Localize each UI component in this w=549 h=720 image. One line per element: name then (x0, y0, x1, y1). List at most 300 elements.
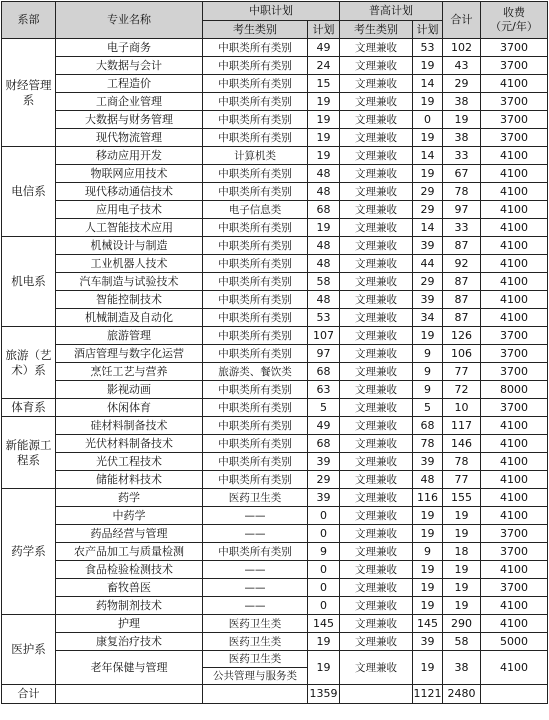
general-count-cell: 9 (413, 345, 443, 363)
totals-vocational: 1359 (308, 685, 340, 704)
vocational-count-cell: 49 (308, 39, 340, 57)
major-cell: 现代物流管理 (56, 129, 203, 147)
general-count-cell: 19 (413, 327, 443, 345)
vocational-count-cell: 29 (308, 471, 340, 489)
fee-cell: 4100 (481, 453, 548, 471)
total-cell: 102 (443, 39, 481, 57)
total-cell: 19 (443, 111, 481, 129)
department-cell: 药学系 (2, 489, 56, 615)
totals-general: 1121 (413, 685, 443, 704)
header-row (2, 2, 548, 21)
vocational-type-cell: 中职类所有类别 (203, 309, 308, 327)
total-cell: 155 (443, 489, 481, 507)
vocational-type-cell: 医药卫生类 (203, 633, 308, 651)
major-cell: 老年保健与管理 (56, 651, 203, 685)
total-cell: 38 (443, 651, 481, 685)
vocational-type-cell: 中职类所有类别 (203, 291, 308, 309)
vocational-count-cell: 68 (308, 435, 340, 453)
total-cell: 126 (443, 327, 481, 345)
major-cell: 机械制造及自动化 (56, 309, 203, 327)
general-count-cell: 19 (413, 597, 443, 615)
vocational-count-cell: 9 (308, 543, 340, 561)
general-type-cell: 文理兼收 (340, 525, 413, 543)
general-type-cell: 文理兼收 (340, 111, 413, 129)
general-type-cell: 文理兼收 (340, 633, 413, 651)
general-count-cell: 34 (413, 309, 443, 327)
general-type-cell: 文理兼收 (340, 543, 413, 561)
total-cell: 87 (443, 291, 481, 309)
header-fee-label: 收费 (503, 6, 525, 19)
table-row (2, 417, 548, 435)
header-general-type: 考生类别 (340, 21, 413, 39)
fee-cell: 4100 (481, 165, 548, 183)
table-row (2, 255, 548, 273)
vocational-type-line1: 医药卫生类 (228, 653, 282, 665)
major-cell: 现代移动通信技术 (56, 183, 203, 201)
table-row (2, 183, 548, 201)
general-type-cell: 文理兼收 (340, 597, 413, 615)
total-cell: 33 (443, 219, 481, 237)
department-cell: 医护系 (2, 615, 56, 685)
general-type-cell: 文理兼收 (340, 39, 413, 57)
general-count-cell: 19 (413, 561, 443, 579)
general-type-cell: 文理兼收 (340, 255, 413, 273)
table-row (2, 129, 548, 147)
major-cell: 烹饪工艺与营养 (56, 363, 203, 381)
general-count-cell: 19 (413, 93, 443, 111)
fee-cell: 4100 (481, 255, 548, 273)
general-type-cell: 文理兼收 (340, 579, 413, 597)
general-count-cell: 39 (413, 633, 443, 651)
table-row (2, 453, 548, 471)
general-type-cell: 文理兼收 (340, 183, 413, 201)
general-count-cell: 19 (413, 525, 443, 543)
major-cell: 农产品加工与质量检测 (56, 543, 203, 561)
general-type-cell: 文理兼收 (340, 291, 413, 309)
total-cell: 87 (443, 237, 481, 255)
vocational-type-cell: 中职类所有类别 (203, 111, 308, 129)
major-cell: 休闲体育 (56, 399, 203, 417)
major-cell: 工程造价 (56, 75, 203, 93)
vocational-count-cell: 49 (308, 417, 340, 435)
major-cell: 机械设计与制造 (56, 237, 203, 255)
table-row (2, 615, 548, 633)
vocational-count-cell: 19 (308, 93, 340, 111)
vocational-count-cell: 19 (308, 147, 340, 165)
major-cell: 药物制剂技术 (56, 597, 203, 615)
general-type-cell: 文理兼收 (340, 651, 413, 685)
vocational-count-cell: 0 (308, 525, 340, 543)
vocational-count-cell: 145 (308, 615, 340, 633)
general-type-cell: 文理兼收 (340, 381, 413, 399)
general-count-cell: 116 (413, 489, 443, 507)
department-cell: 旅游（艺术）系 (2, 327, 56, 399)
vocational-type-cell: 中职类所有类别 (203, 435, 308, 453)
general-count-cell: 9 (413, 543, 443, 561)
general-type-cell: 文理兼收 (340, 219, 413, 237)
fee-cell: 3700 (481, 327, 548, 345)
fee-cell: 4100 (481, 507, 548, 525)
table-row (2, 345, 548, 363)
totals-empty (481, 685, 548, 704)
general-count-cell: 29 (413, 183, 443, 201)
total-cell: 97 (443, 201, 481, 219)
fee-cell: 3700 (481, 345, 548, 363)
major-cell: 硅材料制备技术 (56, 417, 203, 435)
general-count-cell: 5 (413, 399, 443, 417)
vocational-count-cell: 5 (308, 399, 340, 417)
vocational-count-cell: 48 (308, 183, 340, 201)
general-type-cell: 文理兼收 (340, 129, 413, 147)
fee-cell: 8000 (481, 381, 548, 399)
general-count-cell: 19 (413, 165, 443, 183)
table-body (2, 39, 548, 704)
vocational-type-cell: 中职类所有类别 (203, 39, 308, 57)
general-count-cell: 9 (413, 363, 443, 381)
vocational-type-cell: 中职类所有类别 (203, 129, 308, 147)
general-count-cell: 14 (413, 219, 443, 237)
header-major: 专业名称 (56, 2, 203, 39)
vocational-type-cell: —— (203, 561, 308, 579)
fee-cell: 4100 (481, 291, 548, 309)
general-count-cell: 19 (413, 129, 443, 147)
header-general-plan: 普高计划 (340, 2, 443, 21)
general-count-cell: 14 (413, 75, 443, 93)
table-row (2, 543, 548, 561)
vocational-type-cell: 中职类所有类别 (203, 327, 308, 345)
general-type-cell: 文理兼收 (340, 507, 413, 525)
vocational-count-cell: 48 (308, 165, 340, 183)
table-row (2, 363, 548, 381)
vocational-count-cell: 63 (308, 381, 340, 399)
table-row (2, 219, 548, 237)
vocational-type-cell: 中职类所有类别 (203, 453, 308, 471)
table-row (2, 399, 548, 417)
general-count-cell: 39 (413, 453, 443, 471)
general-type-cell: 文理兼收 (340, 237, 413, 255)
totals-label: 合计 (2, 685, 56, 704)
table-row (2, 579, 548, 597)
table-row (2, 165, 548, 183)
vocational-count-cell: 0 (308, 561, 340, 579)
major-cell: 应用电子技术 (56, 201, 203, 219)
general-count-cell: 19 (413, 651, 443, 685)
major-cell: 康复治疗技术 (56, 633, 203, 651)
fee-cell: 4100 (481, 597, 548, 615)
general-count-cell: 39 (413, 291, 443, 309)
general-count-cell: 39 (413, 237, 443, 255)
general-type-cell: 文理兼收 (340, 201, 413, 219)
header-fee-unit: （元/年） (490, 20, 538, 33)
general-type-cell: 文理兼收 (340, 75, 413, 93)
vocational-count-cell: 97 (308, 345, 340, 363)
general-count-cell: 0 (413, 111, 443, 129)
vocational-type-cell: 中职类所有类别 (203, 543, 308, 561)
vocational-type-cell: 电子信息类 (203, 201, 308, 219)
major-cell: 影视动画 (56, 381, 203, 399)
major-cell: 电子商务 (56, 39, 203, 57)
general-type-cell: 文理兼收 (340, 147, 413, 165)
total-cell: 87 (443, 273, 481, 291)
fee-cell: 3700 (481, 111, 548, 129)
vocational-count-cell: 107 (308, 327, 340, 345)
table-row (2, 57, 548, 75)
general-count-cell: 19 (413, 507, 443, 525)
fee-cell: 4100 (481, 471, 548, 489)
totals-empty (203, 685, 308, 704)
vocational-type-cell (203, 651, 308, 685)
general-type-cell: 文理兼收 (340, 345, 413, 363)
general-type-cell: 文理兼收 (340, 273, 413, 291)
totals-overall: 2480 (443, 685, 481, 704)
general-type-cell: 文理兼收 (340, 399, 413, 417)
general-type-cell: 文理兼收 (340, 327, 413, 345)
fee-cell: 4100 (481, 201, 548, 219)
total-cell: 33 (443, 147, 481, 165)
fee-cell: 3700 (481, 399, 548, 417)
vocational-type-cell: 计算机类 (203, 147, 308, 165)
vocational-count-cell: 19 (308, 651, 340, 685)
vocational-count-cell: 19 (308, 129, 340, 147)
fee-cell: 4100 (481, 219, 548, 237)
totals-row (2, 685, 548, 704)
general-count-cell: 19 (413, 57, 443, 75)
table-row (2, 597, 548, 615)
fee-cell: 4100 (481, 309, 548, 327)
major-cell: 大数据与财务管理 (56, 111, 203, 129)
table-row (2, 75, 548, 93)
major-cell: 移动应用开发 (56, 147, 203, 165)
fee-cell: 4100 (481, 417, 548, 435)
fee-cell: 4100 (481, 561, 548, 579)
enrollment-plan-table (1, 1, 548, 704)
table-row (2, 525, 548, 543)
total-cell: 290 (443, 615, 481, 633)
totals-empty (56, 685, 203, 704)
table-row (2, 291, 548, 309)
fee-cell: 4100 (481, 489, 548, 507)
total-cell: 146 (443, 435, 481, 453)
general-type-cell: 文理兼收 (340, 453, 413, 471)
vocational-type-cell: —— (203, 507, 308, 525)
total-cell: 19 (443, 561, 481, 579)
department-cell: 新能源工程系 (2, 417, 56, 489)
total-cell: 67 (443, 165, 481, 183)
table-row (2, 93, 548, 111)
general-count-cell: 14 (413, 147, 443, 165)
table-row (2, 561, 548, 579)
header-department: 系部 (2, 2, 56, 39)
general-type-cell: 文理兼收 (340, 489, 413, 507)
table-row (2, 471, 548, 489)
general-type-cell: 文理兼收 (340, 471, 413, 489)
header-vocational-plan: 中职计划 (203, 2, 340, 21)
total-cell: 19 (443, 507, 481, 525)
total-cell: 77 (443, 363, 481, 381)
vocational-type-cell: 中职类所有类别 (203, 255, 308, 273)
total-cell: 38 (443, 93, 481, 111)
header-total: 合计 (443, 2, 481, 39)
table-row (2, 237, 548, 255)
general-count-cell: 19 (413, 579, 443, 597)
vocational-count-cell: 48 (308, 255, 340, 273)
major-cell: 中药学 (56, 507, 203, 525)
general-type-cell: 文理兼收 (340, 165, 413, 183)
header-vocational-count: 计划 (308, 21, 340, 39)
total-cell: 19 (443, 579, 481, 597)
major-cell: 智能控制技术 (56, 291, 203, 309)
total-cell: 87 (443, 309, 481, 327)
total-cell: 43 (443, 57, 481, 75)
fee-cell: 4100 (481, 435, 548, 453)
table-row (2, 381, 548, 399)
major-cell: 光伏工程技术 (56, 453, 203, 471)
vocational-count-cell: 19 (308, 633, 340, 651)
fee-cell: 3700 (481, 363, 548, 381)
general-count-cell: 29 (413, 201, 443, 219)
totals-empty (340, 685, 413, 704)
general-count-cell: 48 (413, 471, 443, 489)
vocational-type-cell: —— (203, 525, 308, 543)
total-cell: 72 (443, 381, 481, 399)
fee-cell: 3700 (481, 543, 548, 561)
vocational-count-cell: 68 (308, 201, 340, 219)
header-vocational-type: 考生类别 (203, 21, 308, 39)
vocational-type-cell: 医药卫生类 (203, 489, 308, 507)
vocational-type-cell: 中职类所有类别 (203, 75, 308, 93)
vocational-count-cell: 0 (308, 597, 340, 615)
total-cell: 19 (443, 597, 481, 615)
department-cell: 体育系 (2, 399, 56, 417)
fee-cell: 5000 (481, 633, 548, 651)
general-count-cell: 68 (413, 417, 443, 435)
general-count-cell: 9 (413, 381, 443, 399)
major-cell: 储能材料技术 (56, 471, 203, 489)
general-type-cell: 文理兼收 (340, 363, 413, 381)
vocational-type-cell: 中职类所有类别 (203, 93, 308, 111)
vocational-type-cell: 中职类所有类别 (203, 165, 308, 183)
general-count-cell: 29 (413, 273, 443, 291)
table-row (2, 435, 548, 453)
table-row (2, 273, 548, 291)
general-count-cell: 53 (413, 39, 443, 57)
department-cell: 电信系 (2, 147, 56, 237)
vocational-count-cell: 48 (308, 237, 340, 255)
total-cell: 106 (443, 345, 481, 363)
vocational-type-cell: 中职类所有类别 (203, 381, 308, 399)
table-row (2, 111, 548, 129)
table-row (2, 201, 548, 219)
fee-cell: 3700 (481, 579, 548, 597)
general-count-cell: 44 (413, 255, 443, 273)
fee-cell: 3700 (481, 39, 548, 57)
table-row (2, 147, 548, 165)
vocational-count-cell: 15 (308, 75, 340, 93)
major-cell: 人工智能技术应用 (56, 219, 203, 237)
major-cell: 大数据与会计 (56, 57, 203, 75)
fee-cell: 4100 (481, 147, 548, 165)
general-count-cell: 145 (413, 615, 443, 633)
major-cell: 药学 (56, 489, 203, 507)
table-row (2, 327, 548, 345)
vocational-count-cell: 0 (308, 507, 340, 525)
vocational-type-cell: 中职类所有类别 (203, 57, 308, 75)
department-cell: 机电系 (2, 237, 56, 327)
vocational-count-cell: 58 (308, 273, 340, 291)
fee-cell: 4100 (481, 651, 548, 685)
major-cell: 汽车制造与试验技术 (56, 273, 203, 291)
major-cell: 药品经营与管理 (56, 525, 203, 543)
major-cell: 畜牧兽医 (56, 579, 203, 597)
vocational-type-cell: 中职类所有类别 (203, 183, 308, 201)
vocational-type-cell: —— (203, 579, 308, 597)
general-type-cell: 文理兼收 (340, 417, 413, 435)
total-cell: 117 (443, 417, 481, 435)
vocational-type-cell: 中职类所有类别 (203, 273, 308, 291)
table-row (2, 39, 548, 57)
total-cell: 19 (443, 525, 481, 543)
major-cell: 食品检验检测技术 (56, 561, 203, 579)
table-row (2, 507, 548, 525)
vocational-count-cell: 68 (308, 363, 340, 381)
vocational-type-cell: —— (203, 597, 308, 615)
fee-cell: 4100 (481, 273, 548, 291)
vocational-count-cell: 19 (308, 111, 340, 129)
major-cell: 工商企业管理 (56, 93, 203, 111)
vocational-type-line2: 公共管理与服务类 (203, 667, 307, 684)
vocational-type-cell: 中职类所有类别 (203, 417, 308, 435)
total-cell: 78 (443, 453, 481, 471)
vocational-count-cell: 19 (308, 219, 340, 237)
total-cell: 38 (443, 129, 481, 147)
major-cell: 光伏材料制备技术 (56, 435, 203, 453)
total-cell: 92 (443, 255, 481, 273)
vocational-type-cell: 旅游类、餐饮类 (203, 363, 308, 381)
header-general-count: 计划 (413, 21, 443, 39)
total-cell: 29 (443, 75, 481, 93)
total-cell: 77 (443, 471, 481, 489)
table-row (2, 633, 548, 651)
vocational-type-cell: 中职类所有类别 (203, 399, 308, 417)
vocational-type-cell: 中职类所有类别 (203, 345, 308, 363)
major-cell: 护理 (56, 615, 203, 633)
major-cell: 旅游管理 (56, 327, 203, 345)
fee-cell: 4100 (481, 237, 548, 255)
header-fee (481, 2, 548, 39)
total-cell: 18 (443, 543, 481, 561)
vocational-type-cell: 中职类所有类别 (203, 471, 308, 489)
general-type-cell: 文理兼收 (340, 57, 413, 75)
table-row (2, 309, 548, 327)
major-cell: 工业机器人技术 (56, 255, 203, 273)
vocational-count-cell: 48 (308, 291, 340, 309)
general-type-cell: 文理兼收 (340, 309, 413, 327)
vocational-type-cell: 中职类所有类别 (203, 237, 308, 255)
fee-cell: 3700 (481, 129, 548, 147)
total-cell: 58 (443, 633, 481, 651)
table-row (2, 489, 548, 507)
table-row (2, 651, 548, 685)
vocational-count-cell: 39 (308, 489, 340, 507)
fee-cell: 3700 (481, 525, 548, 543)
department-cell: 财经管理系 (2, 39, 56, 147)
vocational-count-cell: 24 (308, 57, 340, 75)
fee-cell: 3700 (481, 93, 548, 111)
fee-cell: 4100 (481, 615, 548, 633)
vocational-type-cell: 医药卫生类 (203, 615, 308, 633)
vocational-count-cell: 0 (308, 579, 340, 597)
general-type-cell: 文理兼收 (340, 561, 413, 579)
